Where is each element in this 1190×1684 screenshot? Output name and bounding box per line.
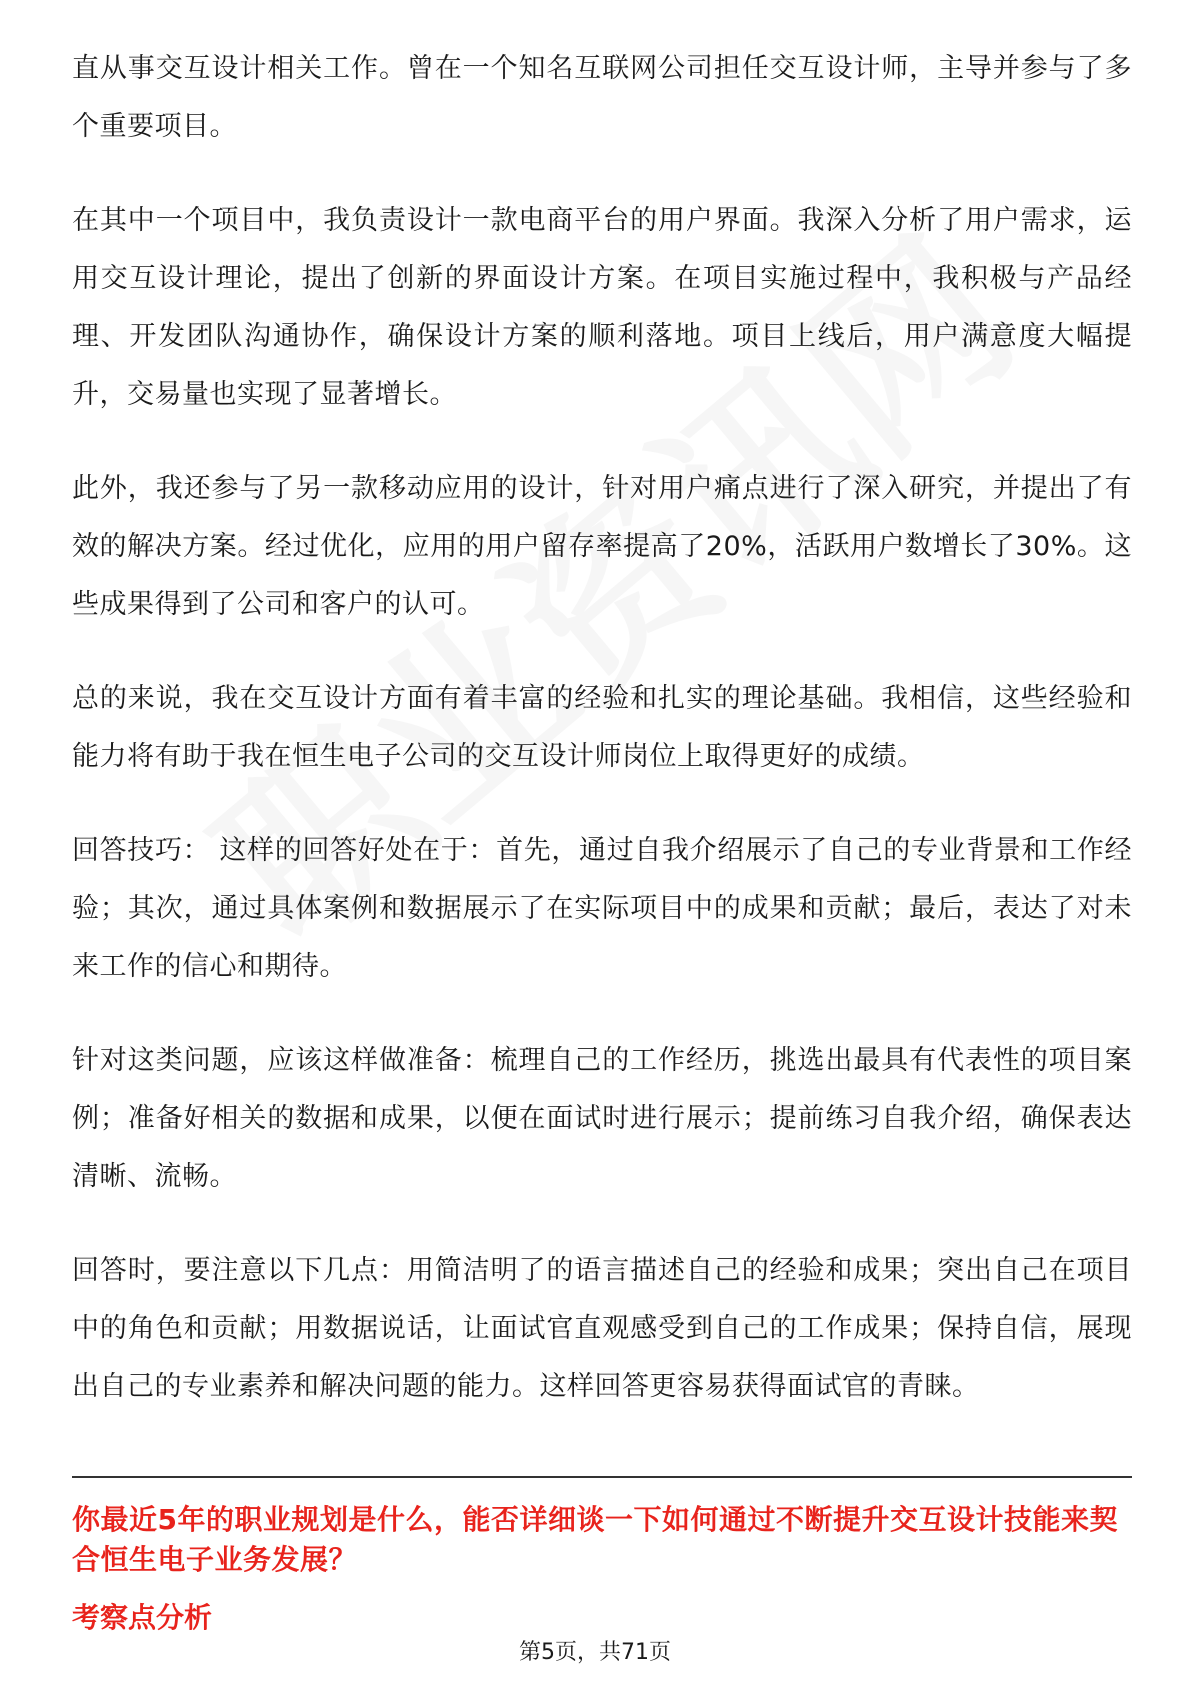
page-number-footer: 第5页，共71页 bbox=[519, 1640, 671, 1665]
paragraph-answer-tips: 回答技巧： 这样的回答好处在于：首先，通过自我介绍展示了自己的专业背景和工作经验；其次，通过具体案例和数据展示了在实际项目中的成果和贡献；最后，表达了对未来工作的信心和期待。 bbox=[72, 835, 1132, 982]
paragraph-notes: 回答时，要注意以下几点：用简洁明了的语言描述自己的经验和成果；突出自己在项目中的角色和贡献；用数据说话，让面试官直观感受到自己的工作成果；保持自信，展现出自己的专业素养和解决问题的能力。这样回答更容易获得面试官的青睐。 bbox=[72, 1255, 1132, 1402]
paragraph-3: 此外，我还参与了另一款移动应用的设计，针对用户痛点进行了深入研究，并提出了有效的解决方案。经过优化，应用的用户留存率提高了20%，活跃用户数增长了30%。这些成果得到了公司和客户的认可。 bbox=[72, 473, 1132, 620]
document-body bbox=[72, 40, 1132, 1452]
paragraph-4: 总的来说，我在交互设计方面有着丰富的经验和扎实的理论基础。我相信，这些经验和能力将有助于我在恒生电子公司的交互设计师岗位上取得更好的成绩。 bbox=[72, 683, 1132, 772]
paragraph-preparation: 针对这类问题，应该这样做准备：梳理自己的工作经历，挑选出最具有代表性的项目案例；准备好相关的数据和成果，以便在面试时进行展示；提前练习自我介绍，确保表达清晰、流畅。 bbox=[72, 1045, 1132, 1192]
question-heading: 你最近5年的职业规划是什么，能否详细谈一下如何通过不断提升交互设计技能来契合恒生电子业务发展？ bbox=[72, 1503, 1118, 1576]
paragraph-1: 直从事交互设计相关工作。曾在一个知名互联网公司担任交互设计师，主导并参与了多个重要项目。 bbox=[72, 53, 1132, 142]
paragraph-2: 在其中一个项目中，我负责设计一款电商平台的用户界面。我深入分析了用户需求，运用交互设计理论，提出了创新的界面设计方案。在项目实施过程中，我积极与产品经理、开发团队沟通协作，确保设计方案的顺利落地。项目上线后，用户满意度大幅提升，交易量也实现了显著增长。 bbox=[72, 205, 1132, 410]
analysis-heading: 考察点分析 bbox=[72, 1601, 213, 1634]
section-divider bbox=[72, 1476, 1132, 1478]
